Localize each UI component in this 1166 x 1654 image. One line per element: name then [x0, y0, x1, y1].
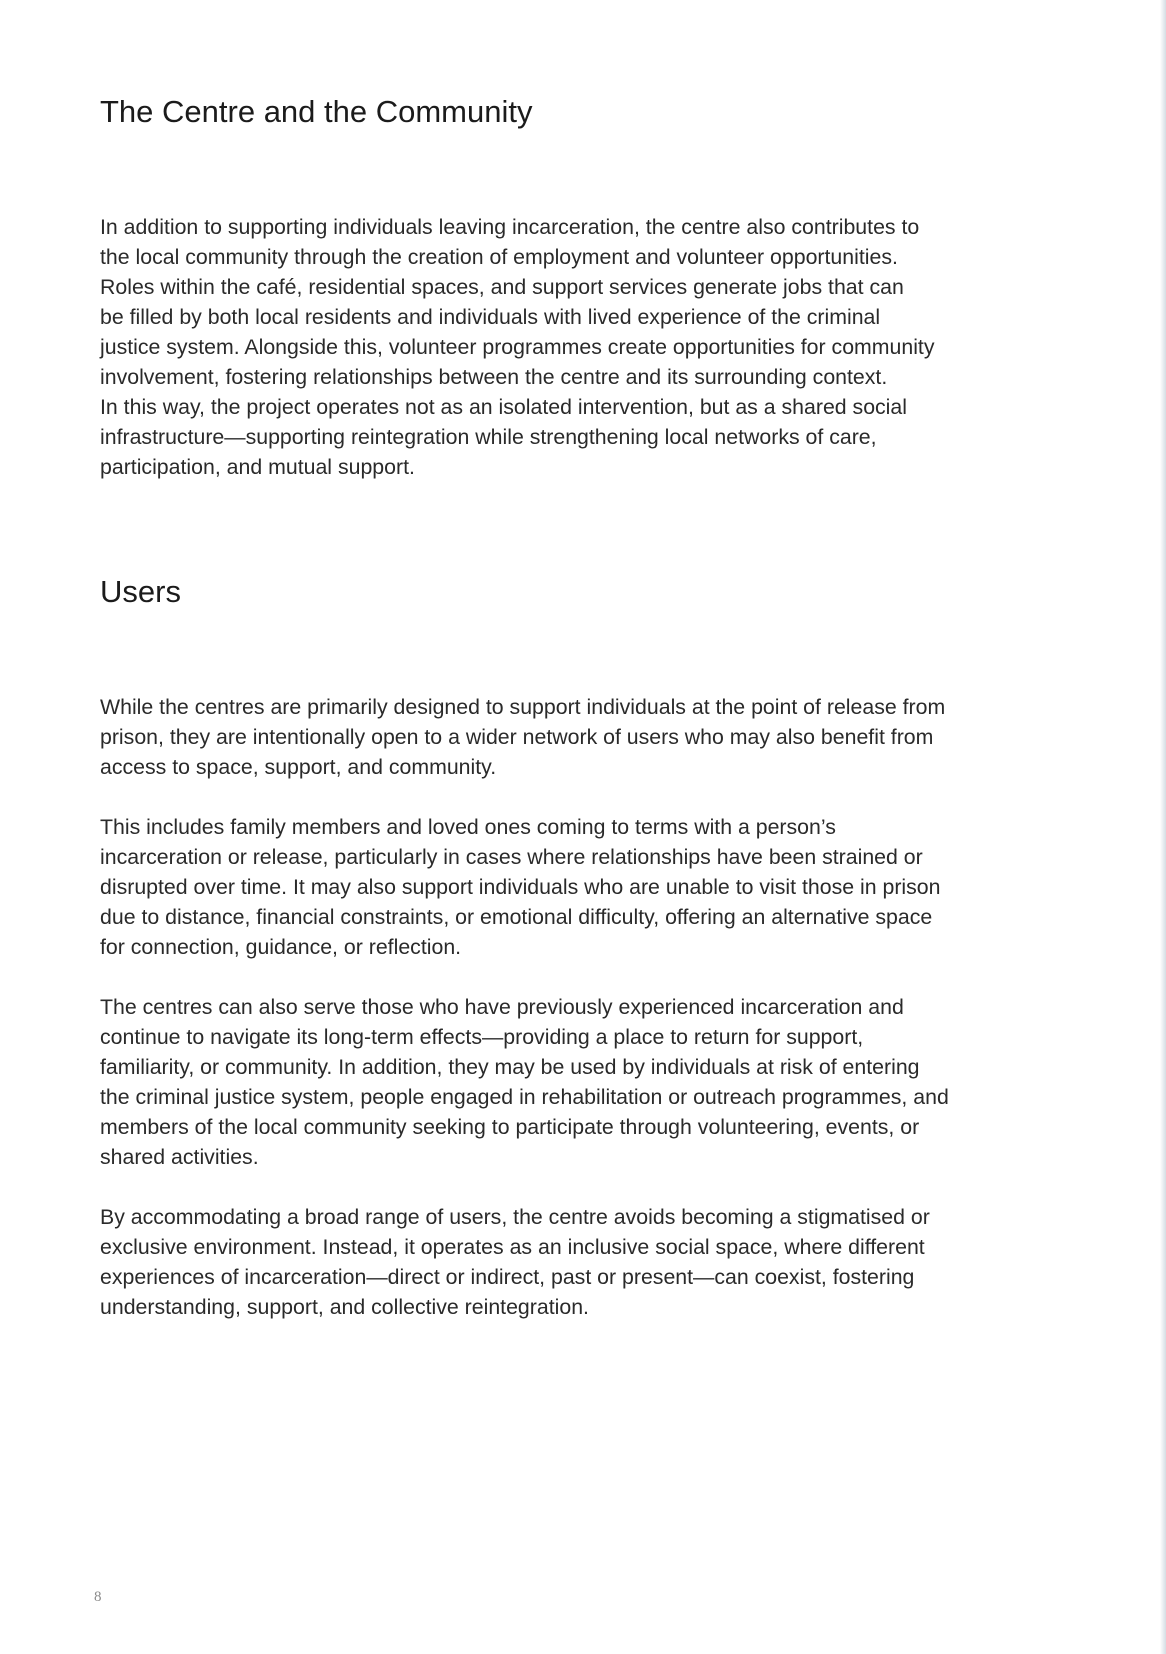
text-line: justice system. Alongside this, volunteer programmes create opportunities for community: [100, 335, 935, 359]
text-line: In addition to supporting individuals leaving incarceration, the centre also contributes to: [100, 215, 920, 239]
text-line: The centres can also serve those who have previously experienced incarceration and: [100, 995, 904, 1019]
text-line: In this way, the project operates not as an isolated intervention, but as a shared social: [100, 395, 907, 419]
section-body: [100, 692, 1090, 1322]
paragraph-gap: [100, 1172, 1090, 1202]
paragraph: [100, 992, 1090, 1172]
paragraph: [100, 212, 1090, 482]
text-line: the criminal justice system, people engaged in rehabilitation or outreach programmes, and: [100, 1085, 949, 1109]
paragraph: [100, 1202, 1090, 1322]
text-line: be filled by both local residents and individuals with lived experience of the criminal: [100, 305, 881, 329]
text-line: for connection, guidance, or reflection.: [100, 935, 462, 959]
text-line: exclusive environment. Instead, it operates as an inclusive social space, where different: [100, 1235, 925, 1259]
text-line: participation, and mutual support.: [100, 455, 415, 479]
paragraph: [100, 812, 1090, 962]
text-line: familiarity, or community. In addition, they may be used by individuals at risk of entering: [100, 1055, 920, 1079]
text-line: disrupted over time. It may also support individuals who are unable to visit those in prison: [100, 875, 941, 899]
text-line: infrastructure—supporting reintegration while strengthening local networks of care,: [100, 425, 877, 449]
text-line: continue to navigate its long-term effects—providing a place to return for support,: [100, 1025, 864, 1049]
text-line: Roles within the café, residential spaces, and support services generate jobs that can: [100, 275, 904, 299]
paragraph-gap: [100, 782, 1090, 812]
text-line: due to distance, financial constraints, or emotional difficulty, offering an alternative space: [100, 905, 933, 929]
text-line: involvement, fostering relationships between the centre and its surrounding context.: [100, 365, 888, 389]
section-heading: The Centre and the Community: [100, 94, 533, 129]
text-line: By accommodating a broad range of users, the centre avoids becoming a stigmatised or: [100, 1205, 930, 1229]
text-line: This includes family members and loved ones coming to terms with a person’s: [100, 815, 836, 839]
page-number: 8: [94, 1589, 102, 1605]
text-line: While the centres are primarily designed to support individuals at the point of release from: [100, 695, 946, 719]
section-heading: Users: [100, 574, 181, 609]
paragraph: [100, 692, 1090, 782]
text-line: incarceration or release, particularly in cases where relationships have been strained or: [100, 845, 923, 869]
text-line: the local community through the creation of employment and volunteer opportunities.: [100, 245, 898, 269]
paragraph-gap: [100, 962, 1090, 992]
text-line: shared activities.: [100, 1145, 259, 1169]
section-body: [100, 212, 1090, 482]
text-line: access to space, support, and community.: [100, 755, 497, 779]
text-line: experiences of incarceration—direct or indirect, past or present—can coexist, fostering: [100, 1265, 915, 1289]
text-line: members of the local community seeking to participate through volunteering, events, or: [100, 1115, 920, 1139]
page-edge: [1160, 0, 1166, 1654]
text-line: prison, they are intentionally open to a wider network of users who may also benefit from: [100, 725, 934, 749]
text-line: understanding, support, and collective reintegration.: [100, 1295, 589, 1319]
